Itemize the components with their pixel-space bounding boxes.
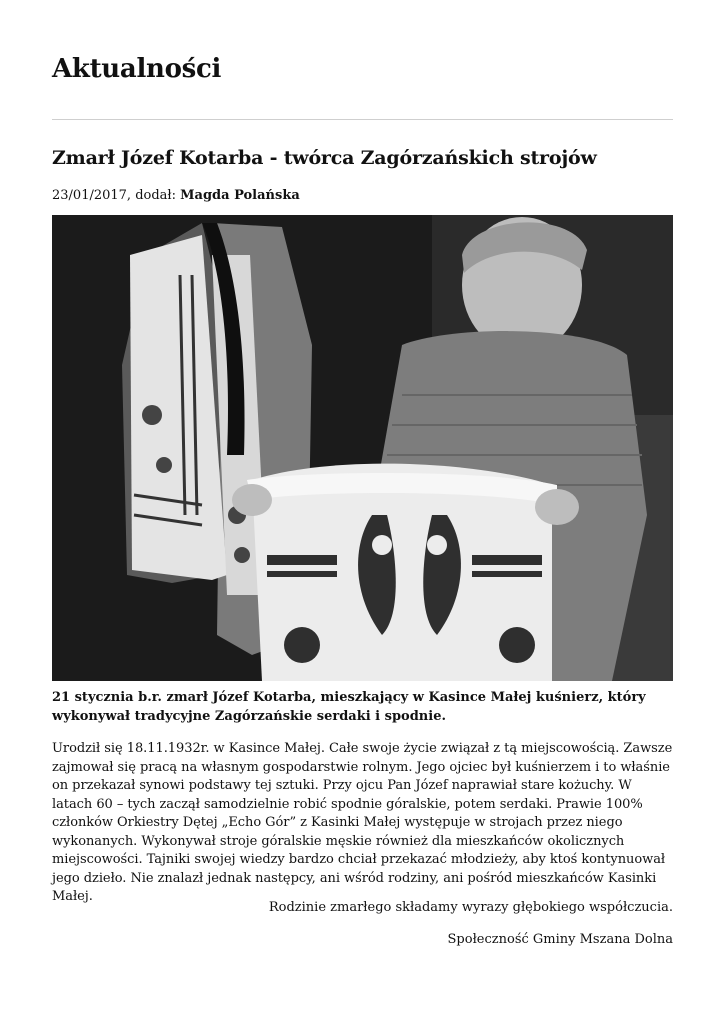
signature: Społeczność Gminy Mszana Dolna xyxy=(447,932,673,947)
photo-illustration xyxy=(52,215,673,681)
article-body: Urodził się 18.11.1932r. w Kasince Małej. Całe swoje życie związał z tą miejscowością. Zawsze zajmował się pracą na własnym gospodarstwie rolnym. Jego ojciec był kuśnierzem i to właśnie on przekazał synowi podstawy tej sztuki. Przy ojcu Pan Józef naprawiał stare kożuchy. W latach 60 – tych zaczął samodzielnie robić spodnie góralskie, potem serdaki. Prawie 100% członków Orkiestry Dętej „Echo Gór” z Kasinki Małej występuje w strojach przez niego wykonanych. Wykonywał stroje góralskie męskie również dla mieszkańców okolicznych miejscowości. Tajniki swojej wiedzy bardzo chciał przekazać młodzieży, aby ktoś kontynuował jego dzieło. Nie znalazł jednak następcy, ani wśród rodziny, ani pośród mieszkańców Kasinki Małej. xyxy=(52,741,673,904)
article-lead: 21 stycznia b.r. zmarł Józef Kotarba, mieszkający w Kasince Małej kuśnierz, który wykonywał tradycyjne Zagórzańskie serdaki i spodnie. xyxy=(52,690,646,724)
article-date: 23/01/2017, dodał: xyxy=(52,188,181,203)
condolences-text: Rodzinie zmarłego składamy wyrazy głębokiego współczucia. xyxy=(268,900,673,915)
divider xyxy=(52,119,673,120)
section-title: Aktualności xyxy=(52,54,222,84)
article-meta xyxy=(52,188,300,203)
article-author[interactable]: Magda Polańska xyxy=(180,188,300,203)
article-photo xyxy=(52,215,673,681)
article-title[interactable]: Zmarł Józef Kotarba - twórca Zagórzańskich strojów xyxy=(52,147,597,169)
